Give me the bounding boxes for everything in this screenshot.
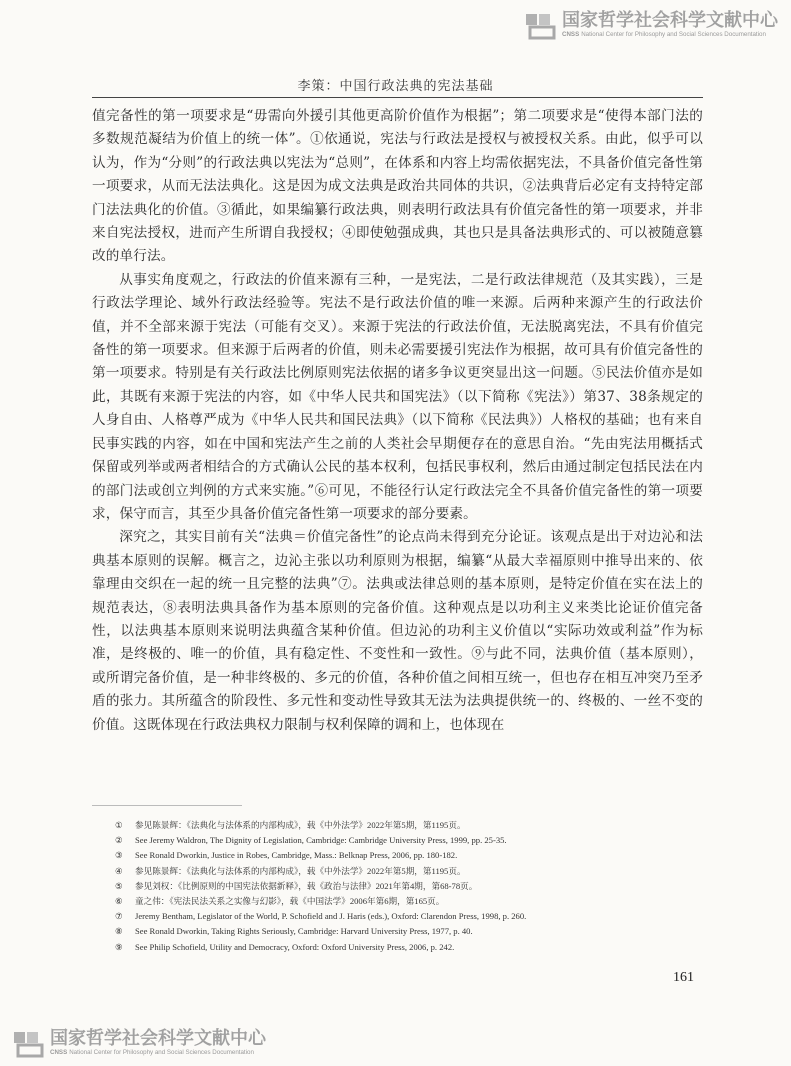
watermark-prefix: CNSS bbox=[562, 31, 580, 38]
footnote-text: 参见陈景辉：《法典化与法体系的内部构成》，载《中外法学》2022年第5期，第1195页。 bbox=[135, 820, 466, 830]
paragraph-1: 值完备性的第一项要求是“毋需向外援引其他更高阶价值作为根据”；第二项要求是“使得本部门法的多数规范凝结为价值上的统一体”。①依通说，宪法与行政法是授权与被授权关系。由此，似乎可以认为，作为“分则”的行政法典以宪法为“总则”，在体系和内容上均需依据宪法，不具备价值完备性第一项要求，从而无法法典化。这是因为成文法典是政治共同体的共识，②法典背后必定有支持特定部门法法典化的价值。③循此，如果编纂行政法典，则表明行政法具有价值完备性的第一项要求，并非来自宪法授权，进而产生所谓自我授权；④即使勉强成典，其也只是具备法典形式的、可以被随意篡改的单行法。 bbox=[92, 108, 703, 265]
footnote-text: 童之伟：《宪法民法关系之实像与幻影》，载《中国法学》2006年第6期，第165页。 bbox=[135, 896, 445, 907]
footnote bbox=[115, 940, 703, 955]
footnote-rule bbox=[92, 805, 242, 806]
watermark-name-cn: 国家哲学社会科学文献中心 bbox=[50, 1028, 266, 1049]
footnote-text: See Ronald Dworkin, Taking Rights Seriously, Cambridge: Harvard University Press, 1977, p. 40. bbox=[135, 926, 473, 937]
cnss-logo-icon bbox=[524, 10, 558, 40]
footnote bbox=[115, 924, 703, 939]
cnss-logo-icon bbox=[12, 1028, 46, 1058]
footnote-number: ⑨ bbox=[115, 941, 123, 952]
footnote-number: ① bbox=[115, 820, 123, 830]
watermark-logo-bottom bbox=[12, 1028, 266, 1058]
page-number: 161 bbox=[673, 970, 694, 985]
footnote bbox=[115, 833, 703, 848]
footnote-text: See Jeremy Waldron, The Dignity of Legislation, Cambridge: Cambridge University Press, 1999, pp. 25-35. bbox=[135, 835, 507, 846]
footnote bbox=[115, 879, 703, 894]
running-head: 李策：中国行政法典的宪法基础 bbox=[297, 79, 494, 94]
footnote-text: Jeremy Bentham, Legislator of the World, P. Schofield and J. Haris (eds.), Oxford: Clarendon Press, 1998, p. 260. bbox=[135, 911, 527, 922]
footnote-text: See Ronald Dworkin, Justice in Robes, Cambridge, Mass.: Belknap Press, 2006, pp. 180-182. bbox=[135, 850, 458, 861]
watermark-name-en: National Center for Philosophy and Social Sciences Documentation bbox=[581, 31, 766, 38]
footnote-number: ③ bbox=[115, 850, 123, 861]
paragraph-3: 深究之，其实目前有关“法典＝价值完备性”的论点尚未得到充分论证。该观点是出于对边沁和法典基本原则的误解。概言之，边沁主张以功利原则为根据，编纂“从最大幸福原则中推导出来的、依靠理由交织在一起的统一且完整的法典”⑦。法典或法律总则的基本原则，是特定价值在实在法上的规范表达，⑧表明法典具备作为基本原则的完备价值。这种观点是以功利主义来类比论证价值完备性，以法典基本原则来说明法典蕴含某种价值。但边沁的功利主义价值以“实际功效或利益”作为标准，是终极的、唯一的价值，具有稳定性、不变性和一致性。⑨与此不同，法典价值（基本原则），或所谓完备价值，是一种非终极的、多元的价值，各种价值之间相互统一，但也存在相互冲突乃至矛盾的张力。其所蕴含的阶段性、多元性和变动性导致其无法为法典提供统一的、终极的、一丝不变的价值。这既体现在行政法典权力限制与权利保障的调和上，也体现在 bbox=[92, 529, 703, 733]
footnote-text: 参见陈景辉：《法典化与法体系的内部构成》，载《中外法学》2022年第5期，第1195页。 bbox=[135, 865, 466, 876]
footnote-number: ⑤ bbox=[115, 880, 123, 891]
footnote-list bbox=[115, 818, 703, 955]
footnote-number: ② bbox=[115, 835, 123, 846]
footnote bbox=[115, 909, 703, 924]
watermark-name-en: National Center for Philosophy and Social Sciences Documentation bbox=[69, 1049, 254, 1056]
footnote bbox=[115, 818, 703, 833]
footnote-number: ⑦ bbox=[115, 911, 123, 922]
header-rule bbox=[92, 97, 703, 98]
watermark-name-cn: 国家哲学社会科学文献中心 bbox=[562, 10, 778, 31]
paragraph-2: 从事实角度观之，行政法的价值来源有三种，一是宪法，二是行政法律规范（及其实践），三是行政法学理论、域外行政法经验等。宪法不是行政法价值的唯一来源。后两种来源产生的行政法价值，并不全部来源于宪法（可能有交叉）。来源于宪法的行政法价值，无法脱离宪法，不具有价值完备性的第一项要求。但来源于后两者的价值，则未必需要援引宪法作为根据，故可具有价值完备性的第一项要求。特别是有关行政法比例原则宪法依据的诸多争议更突显出这一问题。⑤民法价值亦是如此，其既有来源于宪法的内容，如《中华人民共和国宪法》（以下简称《宪法》）第37、38条规定的人身自由、人格尊严成为《中华人民共和国民法典》（以下简称《民法典》）人格权的基础；也有来自民事实践的内容，如在中国和宪法产生之前的人类社会早期便存在的意思自治。“先由宪法用概括式保留或列举或两者相结合的方式确认公民的基本权利，包括民事权利，然后由通过制定包括民法在内的部门法或创立判例的方式来实施。”⑥可见，不能径行认定行政法完全不具备价值完备性的第一项要求，保守而言，其至少具备价值完备性第一项要求的部分要素。 bbox=[92, 271, 703, 522]
footnote-text: 参见刘权：《比例原则的中国宪法依据新释》，载《政治与法律》2021年第4期，第68-78页。 bbox=[135, 880, 478, 891]
footnote bbox=[115, 864, 703, 879]
watermark-prefix: CNSS bbox=[50, 1049, 68, 1056]
footnote-number: ⑧ bbox=[115, 926, 123, 937]
footnote-text: See Philip Schofield, Utility and Democracy, Oxford: Oxford University Press, 2006, p. 242. bbox=[135, 941, 455, 952]
watermark-logo-top bbox=[524, 10, 778, 40]
footnote-number: ④ bbox=[115, 865, 123, 876]
footnote bbox=[115, 848, 703, 863]
footnote-number: ⑥ bbox=[115, 896, 123, 907]
footnote bbox=[115, 894, 703, 909]
main-text bbox=[92, 105, 703, 737]
